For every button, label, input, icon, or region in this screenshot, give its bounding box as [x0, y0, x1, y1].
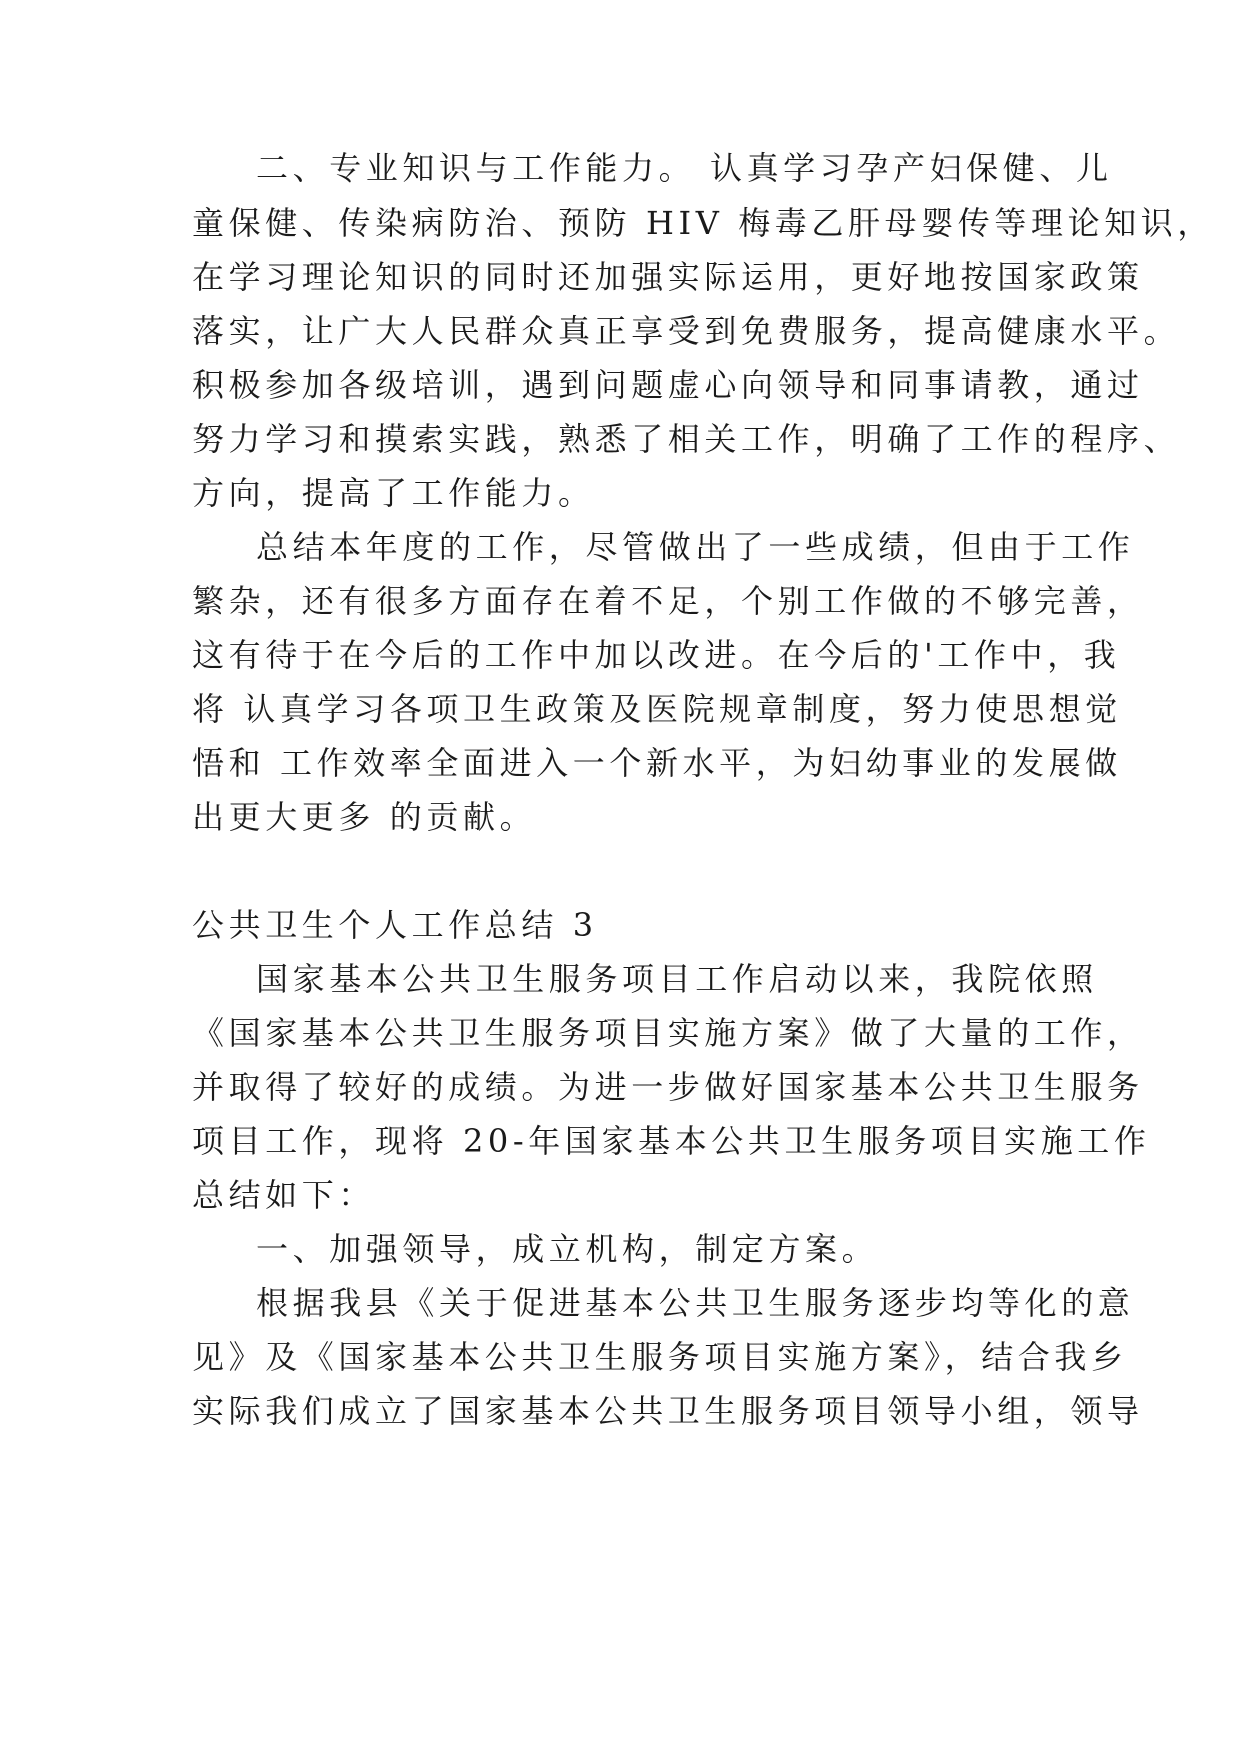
paragraph-line: 积极参加各级培训，遇到问题虚心向领导和同事请教，通过 — [192, 366, 1144, 404]
paragraph-line: 《国家基本公共卫生服务项目实施方案》做了大量的工作， — [192, 1014, 1144, 1052]
paragraph-line: 繁杂，还有很多方面存在着不足，个别工作做的不够完善， — [192, 582, 1144, 620]
paragraph-line: 二、专业知识与工作能力。 认真学习孕产妇保健、儿 — [256, 149, 1113, 187]
section-title: 公共卫生个人工作总结 3 — [192, 906, 598, 944]
paragraph-line: 见》及《国家基本公共卫生服务项目实施方案》，结合我乡 — [192, 1338, 1128, 1376]
paragraph-line: 将 认真学习各项卫生政策及医院规章制度，努力使思想觉 — [192, 690, 1122, 728]
paragraph-line: 项目工作，现将 20-年国家基本公共卫生服务项目实施工作 — [192, 1122, 1151, 1160]
subheading: 一、加强领导，成立机构，制定方案。 — [256, 1230, 879, 1268]
paragraph-line: 国家基本公共卫生服务项目工作启动以来，我院依照 — [256, 960, 1098, 998]
paragraph-line: 出更大更多 的贡献。 — [192, 798, 537, 836]
paragraph-line: 在学习理论知识的同时还加强实际运用，更好地按国家政策 — [192, 258, 1144, 296]
paragraph-line: 方向，提高了工作能力。 — [192, 474, 595, 512]
paragraph-line: 总结本年度的工作，尽管做出了一些成绩，但由于工作 — [256, 528, 1135, 566]
paragraph-line: 根据我县《关于促进基本公共卫生服务逐步均等化的意 — [256, 1284, 1135, 1322]
paragraph-line: 实际我们成立了国家基本公共卫生服务项目领导小组，领导 — [192, 1392, 1144, 1430]
paragraph-line: 总结如下： — [192, 1176, 376, 1214]
paragraph-line: 努力学习和摸索实践，熟悉了相关工作，明确了工作的程序、 — [192, 420, 1181, 458]
paragraph-line: 童保健、传染病防治、预防 HIV 梅毒乙肝母婴传等理论知识， — [192, 204, 1215, 242]
paragraph-line: 悟和 工作效率全面进入一个新水平，为妇幼事业的发展做 — [192, 744, 1122, 782]
paragraph-line: 并取得了较好的成绩。为进一步做好国家基本公共卫生服务 — [192, 1068, 1144, 1106]
paragraph-line: 落实，让广大人民群众真正享受到免费服务，提高健康水平。 — [192, 312, 1181, 350]
paragraph-line: 这有待于在今后的工作中加以改进。在今后的'工作中，我 — [192, 636, 1121, 674]
